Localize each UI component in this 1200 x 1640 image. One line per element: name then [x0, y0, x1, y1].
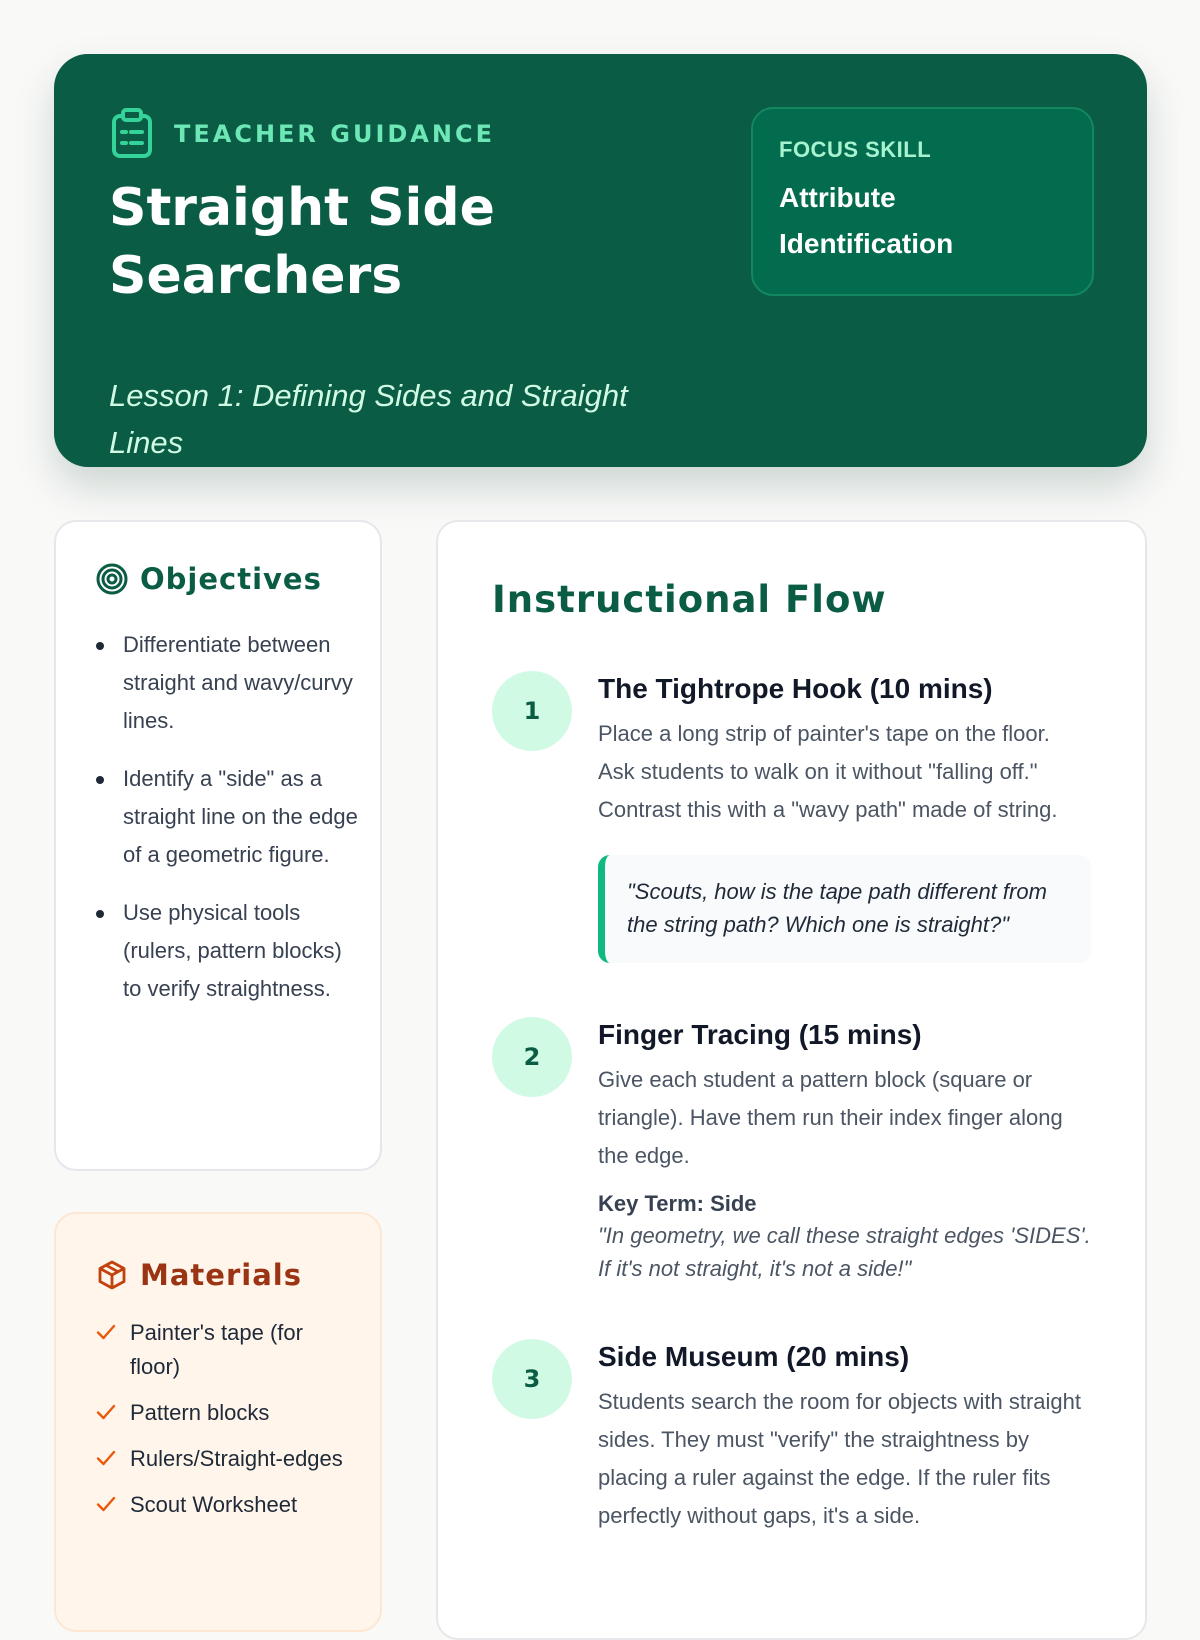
material-text: Scout Worksheet [130, 1492, 298, 1517]
material-text: Pattern blocks [130, 1400, 270, 1425]
bullet-icon [96, 776, 104, 784]
check-icon [96, 1494, 116, 1514]
instructional-flow-card [436, 520, 1147, 1640]
step-number-badge: 2 [492, 1017, 572, 1097]
flow-step [492, 1017, 1091, 1285]
check-icon [96, 1448, 116, 1468]
material-item [96, 1316, 358, 1384]
focus-skill-box [751, 107, 1094, 296]
header-eyebrow [110, 108, 495, 160]
material-text: Rulers/Straight-edges [130, 1446, 343, 1471]
objectives-list [96, 626, 358, 1008]
flow-step [492, 671, 1091, 963]
objective-item [96, 626, 358, 740]
flow-step [492, 1339, 1091, 1535]
lesson-subtitle: Lesson 1: Defining Sides and Straight Lines [109, 378, 628, 460]
materials-card [54, 1212, 382, 1632]
step-title: Side Museum (20 mins) [598, 1341, 910, 1372]
step-number-badge: 3 [492, 1339, 572, 1419]
eyebrow-label: TEACHER GUIDANCE [174, 120, 495, 148]
step-title: The Tightrope Hook (10 mins) [598, 673, 993, 704]
check-icon [96, 1402, 116, 1422]
lesson-title: Straight Side Searchers [109, 178, 495, 306]
materials-title: Materials [140, 1258, 302, 1292]
teacher-prompt-quote: "Scouts, how is the tape path different from the string path? Which one is straight?" [598, 855, 1091, 963]
objective-text: Identify a "side" as a straight line on the edge of a geometric figure. [123, 766, 358, 867]
material-item [96, 1396, 358, 1430]
objective-item [96, 760, 358, 874]
material-text: Painter's tape (for floor) [130, 1320, 303, 1379]
focus-skill-value: Attribute Identification [779, 182, 954, 259]
materials-header [96, 1258, 358, 1292]
bullet-icon [96, 642, 104, 650]
bullet-icon [96, 910, 104, 918]
objectives-card [54, 520, 382, 1171]
instructional-flow-title: Instructional Flow [492, 578, 887, 621]
check-icon [96, 1322, 116, 1342]
step-description: Students search the room for objects with straight sides. They must "verify" the straightness by placing a ruler against the edge. If the ruler fits perfectly without gaps, it's a side. [598, 1389, 1082, 1528]
lesson-header [54, 54, 1147, 467]
objective-item [96, 894, 358, 1008]
package-icon [96, 1259, 128, 1291]
clipboard-icon [110, 108, 154, 160]
objectives-title: Objectives [140, 562, 322, 596]
step-description: Give each student a pattern block (square or triangle). Have them run their index finger along the edge. [598, 1067, 1063, 1168]
materials-list [96, 1316, 358, 1522]
target-icon [96, 563, 128, 595]
step-title: Finger Tracing (15 mins) [598, 1019, 922, 1050]
focus-skill-label: FOCUS SKILL [779, 137, 932, 162]
material-item [96, 1488, 358, 1522]
step-number-badge: 1 [492, 671, 572, 751]
key-term-quote: "In geometry, we call these straight edges 'SIDES'. If it's not straight, it's not a side!" [598, 1223, 1091, 1281]
key-term-label: Key Term: Side [598, 1191, 757, 1216]
objectives-header [96, 562, 358, 596]
step-description: Place a long strip of painter's tape on the floor. Ask students to walk on it without "falling off." Contrast this with a "wavy path" made of string. [598, 721, 1058, 822]
material-item [96, 1442, 358, 1476]
objective-text: Use physical tools (rulers, pattern blocks) to verify straightness. [123, 900, 342, 1001]
objective-text: Differentiate between straight and wavy/curvy lines. [123, 632, 353, 733]
